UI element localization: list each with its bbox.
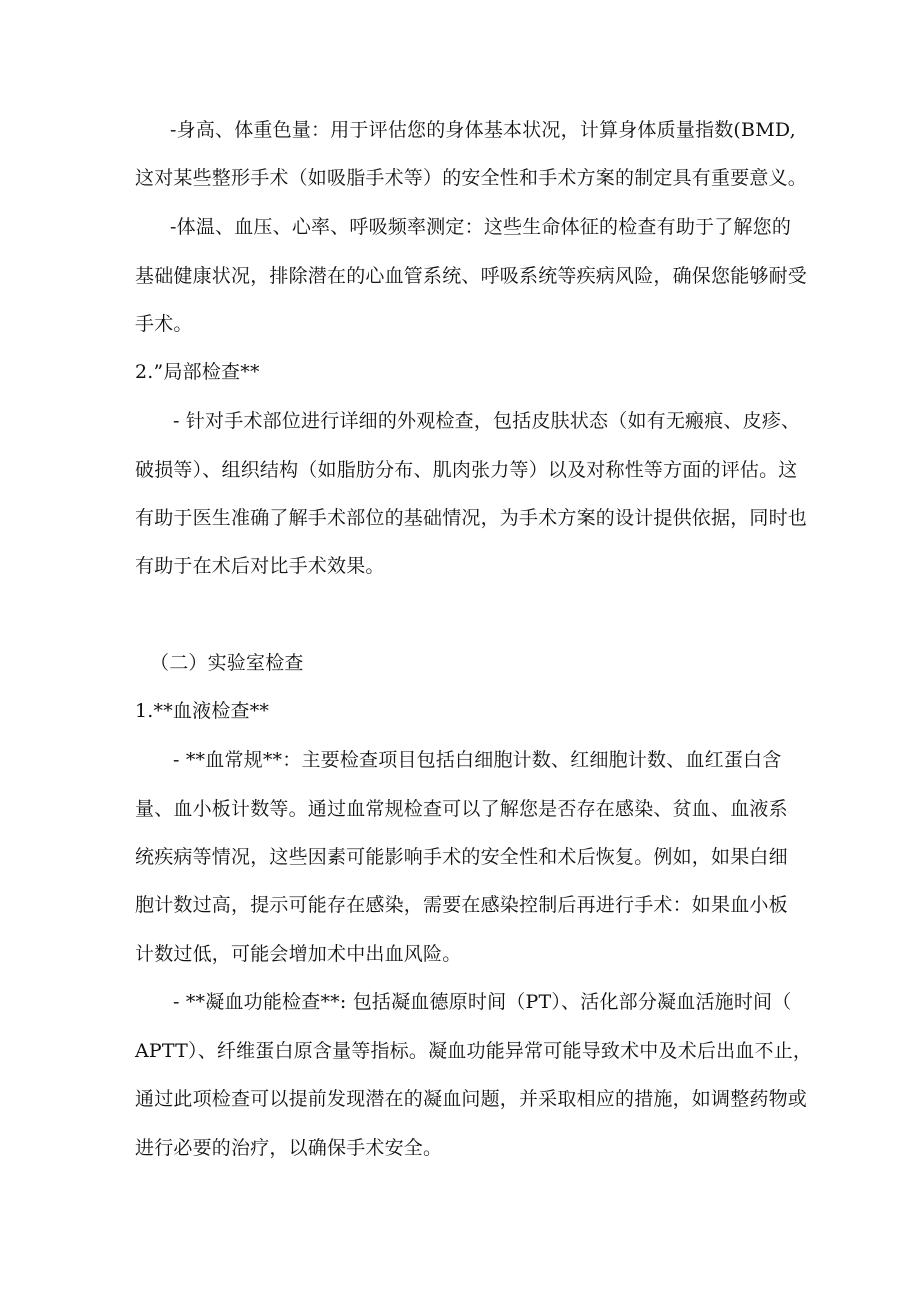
text-line-10: 有助于在术后对比手术效果。 — [135, 555, 385, 577]
text-line-13: - **血常规**：主要检查项目包括白细胞计数、红细胞计数、血红蛋白含 — [173, 749, 782, 771]
text-line-8: 破损等）、组织结构（如脂肪分布、肌肉张力等）以及对称性等方面的评估。这 — [135, 459, 798, 481]
text-line-17: 计数过低，可能会增加术中出血风险。 — [135, 943, 462, 965]
text-line-19: APTT）、纤维蛋白原含量等指标。凝血功能异常可能导致术中及术后出血不止， — [135, 1040, 813, 1062]
text-line-18: - **凝血功能检查**: 包括凝血德原时间（PT）、活化部分凝血活施时间（ — [173, 991, 792, 1013]
text-line-5: 手术。 — [135, 313, 193, 335]
text-line-16: 胞计数过高，提示可能存在感染，需要在感染控制后再进行手术：如果血小板 — [135, 894, 788, 916]
text-line-1: -身高、体重色量：用于评估您的身体基本状况，计算身体质量指数(BMD, — [170, 119, 796, 141]
section-heading-local-exam: 2.”局部检查** — [135, 361, 260, 383]
section-heading-lab-exam: （二）实验室检查 — [150, 652, 304, 674]
section-heading-blood-test: 1.**血液检查** — [135, 700, 270, 722]
text-line-7: - 针对手术部位进行详细的外观检查，包括皮肤状态（如有无瘢痕、皮疹、 — [173, 410, 801, 432]
text-line-21: 进行必要的治疗，以确保手术安全。 — [135, 1137, 443, 1159]
text-line-15: 统疾病等情况，这些因素可能影响手术的安全性和术后恢复。例如，如果白细 — [135, 846, 788, 868]
text-line-2: 这对某些整形手术（如吸脂手术等）的安全性和手术方案的制定具有重要意义。 — [135, 167, 808, 189]
text-line-9: 有助于医生准确了解手术部位的基础情况，为手术方案的设计提供依据，同时也 — [135, 507, 808, 529]
text-line-14: 量、血小板计数等。通过血常规检查可以了解您是否存在感染、贫血、血液系 — [135, 798, 788, 820]
text-line-4: 基础健康状况，排除潜在的心血管系统、呼吸系统等疾病风险，确保您能够耐受 — [135, 265, 808, 287]
text-line-20: 通过此项检查可以提前发现潜在的凝血问题，并采取相应的措施，如调整药物或 — [135, 1088, 808, 1110]
text-line-3: -体温、血压、心率、呼吸频率测定：这些生命体征的检查有助于了解您的 — [170, 216, 792, 238]
